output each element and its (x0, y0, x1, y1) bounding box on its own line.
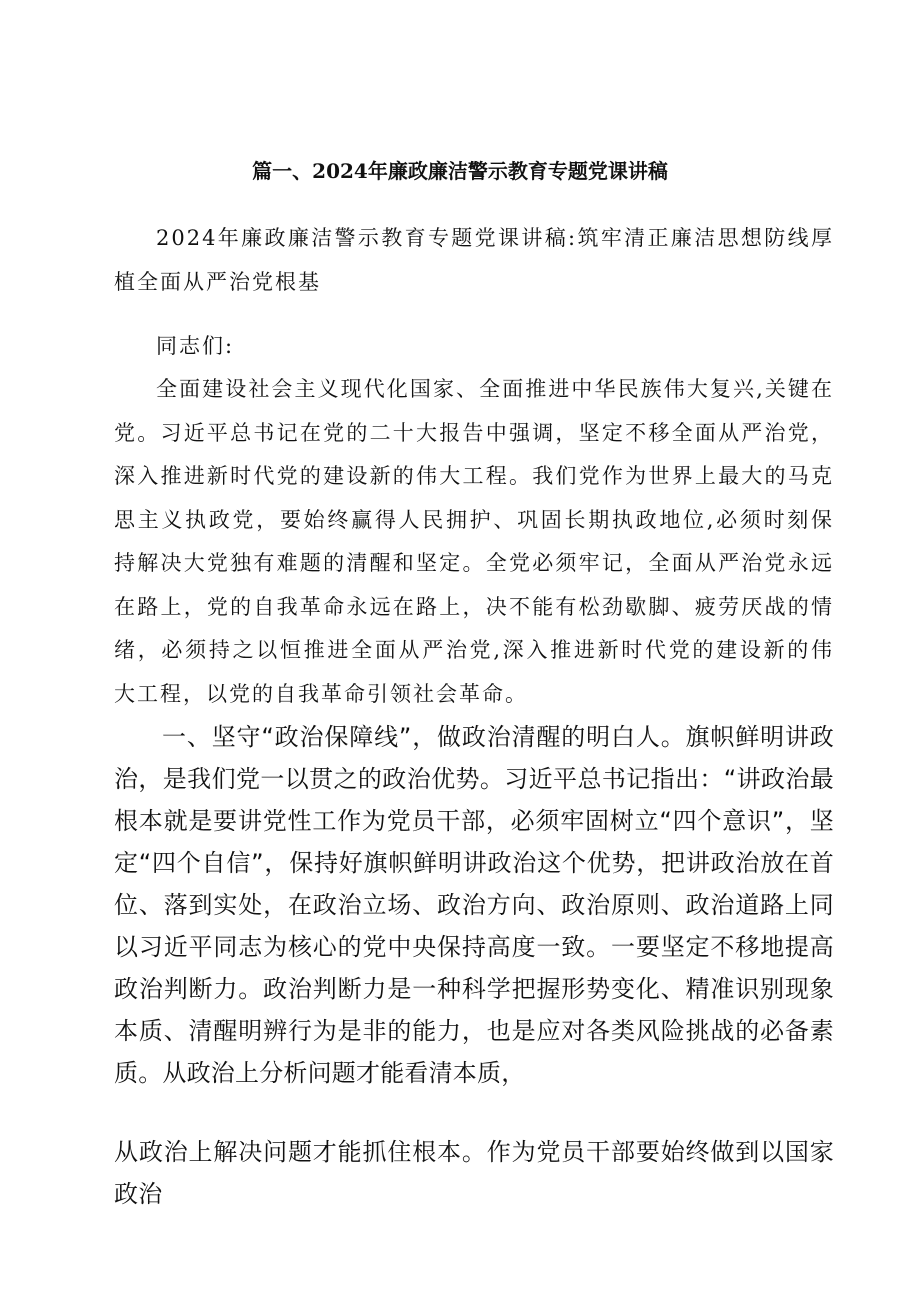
body-paragraph-intro: 全面建设社会主义现代化国家、全面推进中华民族伟大复兴,关键在党。习近平总书记在党的二十大报告中强调，坚定不移全面从严治党，深入推进新时代党的建设新的伟大工程。我们党作为世界上最大的马克思主义执政党，要始终赢得人民拥护、巩固长期执政地位,必须时刻保持解决大党独有难题的清醒和坚定。全党必须牢记，全面从严治党永远在路上，党的自我革命永远在路上，决不能有松劲歇脚、疲劳厌战的情绪，必须持之以恒推进全面从严治党,深入推进新时代党的建设新的伟大工程，以党的自我革命引领社会革命。 (114, 377, 834, 706)
document-subtitle: 2024年廉政廉洁警示教育专题党课讲稿:筑牢清正廉洁思想防线厚植全面从严治党根基 (114, 226, 834, 294)
document-title: 篇一、2024年廉政廉洁警示教育专题党课讲稿 (252, 159, 668, 183)
salutation: 同志们: (156, 334, 235, 358)
body-paragraph-section-one: 一、坚守“政治保障线”，做政治清醒的明白人。旗帜鲜明讲政治，是我们党一以贯之的政治优势。习近平总书记指出：“讲政治最根本就是要讲党性工作为党员干部，必须牢固树立“四个意识”，坚定“四个自信”，保持好旗帜鲜明讲政治这个优势，把讲政治放在首位、落到实处，在政治立场、政治方向、政治原则、政治道路上同以习近平同志为核心的党中央保持高度一致。一要坚定不移地提高政治判断力。政治判断力是一种科学把握形势变化、精准识别现象本质、清醒明辨行为是非的能力，也是应对各类风险挑战的必备素质。从政治上分析问题才能看清本质， (114, 723, 834, 1087)
body-paragraph-continuation: 从政治上解决问题才能抓住根本。作为党员干部要始终做到以国家政治 (114, 1138, 834, 1208)
